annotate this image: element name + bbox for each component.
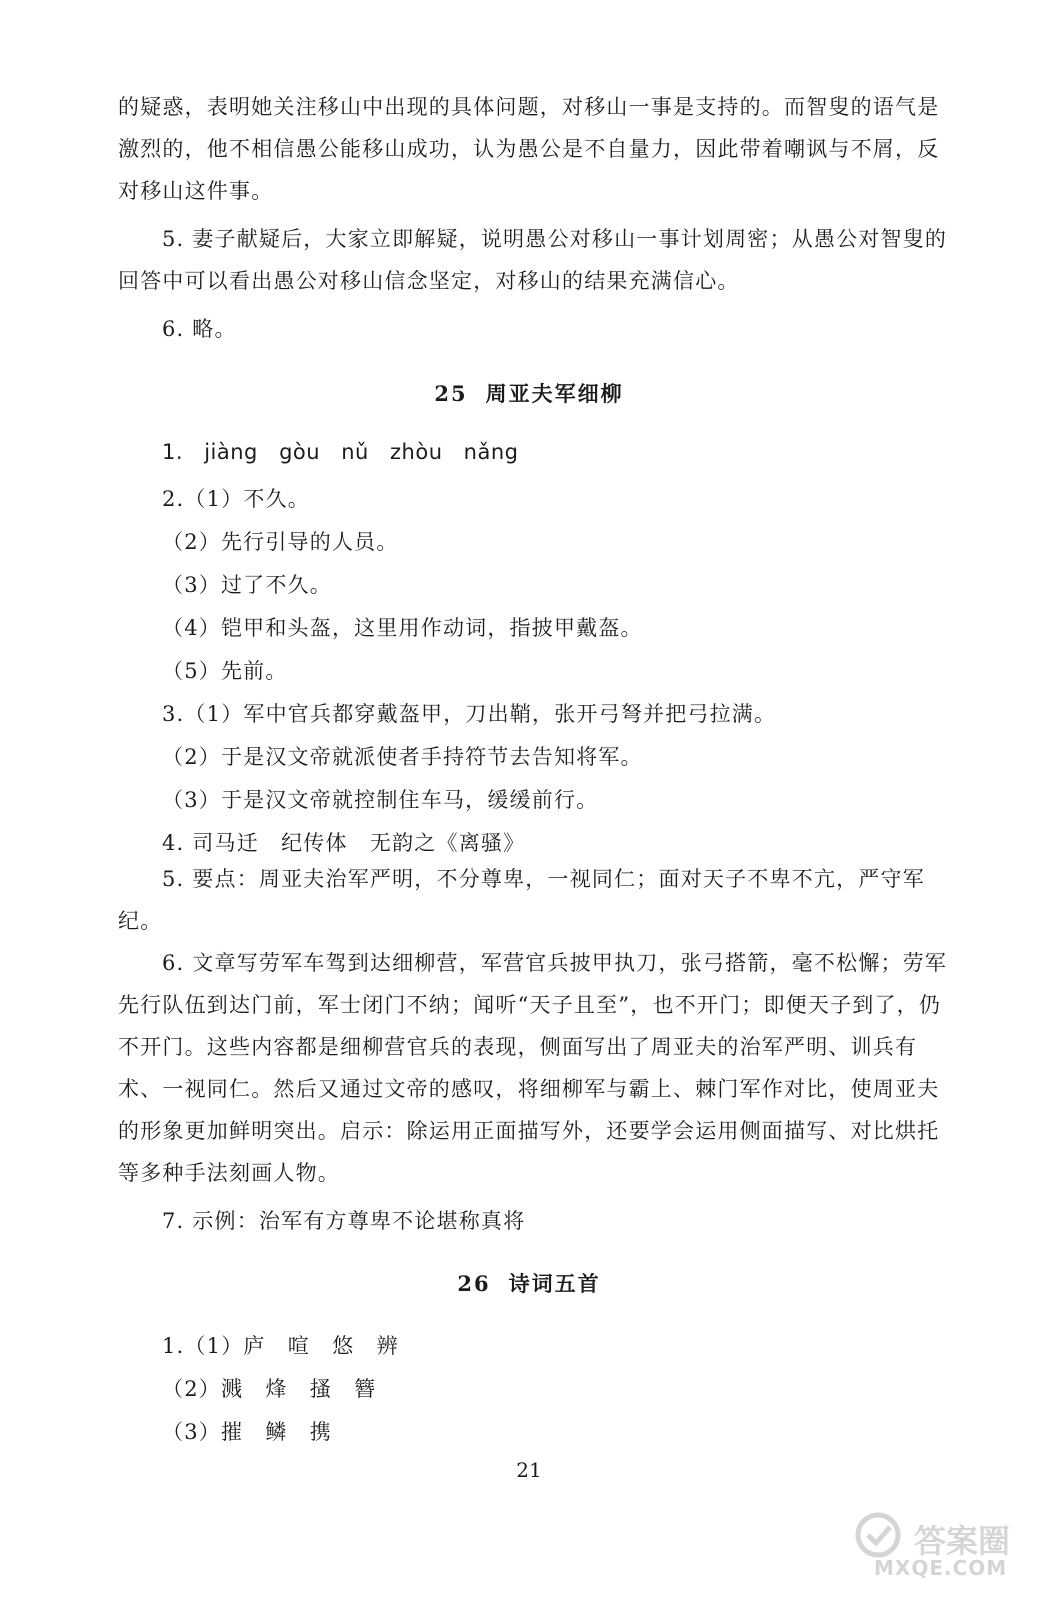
answer-26-1-1: 1.（1）庐 喧 悠 辨 (162, 1334, 399, 1358)
answer-25-3-1: 3.（1）军中官兵都穿戴盔甲，刀出鞘，张开弓弩并把弓拉满。 (162, 702, 777, 726)
watermark-logo (844, 1506, 1044, 1586)
answer-25-2-2: （2）先行引导的人员。 (162, 530, 399, 554)
answer-25-4: 4. 司马迁 纪传体 无韵之《离骚》 (162, 831, 526, 855)
answer-item-5-previous: 5. 妻子献疑后，大家立即解疑，说明愚公对移山一事计划周密；从愚公对智叟的回答中可以看出愚公对移山信念坚定，对移山的结果充满信心。 (118, 227, 948, 293)
answer-item-6-previous: 6. 略。 (162, 317, 237, 341)
answer-25-7: 7. 示例：治军有方尊卑不论堪称真将 (162, 1209, 526, 1233)
section-number: 25 (434, 381, 468, 406)
answer-25-2-1: 2.（1）不久。 (162, 487, 310, 511)
section-title-25 (0, 378, 1058, 408)
answer-25-2-4: （4）铠甲和头盔，这里用作动词，指披甲戴盔。 (162, 616, 643, 640)
answer-25-3-2: （2）于是汉文帝就派使者手持符节去告知将军。 (162, 745, 643, 769)
answer-25-2-3: （3）过了不久。 (162, 573, 332, 597)
section-number: 26 (457, 1271, 491, 1296)
page-number: 21 (516, 1458, 542, 1482)
section-title-26 (0, 1268, 1058, 1298)
answer-26-1-2: （2）溅 烽 搔 簪 (162, 1377, 377, 1401)
section-name: 诗词五首 (508, 1271, 601, 1296)
answer-25-1-pinyin: 1. jiàng gòu nǔ zhòu nǎng (162, 440, 519, 464)
watermark-text: 答案圈 (914, 1522, 1011, 1560)
answer-26-1-3: （3）摧 鳞 携 (162, 1420, 332, 1444)
paragraph-continuation: 的疑惑，表明她关注移山中出现的具体问题，对移山一事是支持的。而智叟的语气是激烈的，他不相信愚公能移山成功，认为愚公是不自量力，因此带着嘲讽与不屑，反对移山这件事。 (118, 95, 940, 203)
answer-25-2-5: （5）先前。 (162, 659, 288, 683)
answer-25-5: 5. 要点：周亚夫治军严明，不分尊卑，一视同仁；面对天子不卑不亢，严守军纪。 (118, 867, 925, 933)
answer-25-3-3: （3）于是汉文帝就控制住车马，缓缓前行。 (162, 788, 599, 812)
watermark-icon (848, 1510, 908, 1560)
watermark-url: MXQE.COM (874, 1556, 1008, 1580)
answer-25-6: 6. 文章写劳军车驾到达细柳营，军营官兵披甲执刀，张弓搭箭，毫不松懈；劳军先行队伍到达门前，军士闭门不纳；闻听“天子且至”，也不开门；即便天子到了，仍不开门。这些内容都是细柳营官兵的表现，侧面写出了周亚夫的治军严明、训兵有术、一视同仁。然后又通过文帝的感叹，将细柳军与霸上、棘门军作对比，使周亚夫的形象更加鲜明突出。启示：除运用正面描写外，还要学会运用侧面描写、对比烘托等多种手法刻画人物。 (118, 951, 948, 1185)
section-name: 周亚夫军细柳 (485, 381, 624, 406)
